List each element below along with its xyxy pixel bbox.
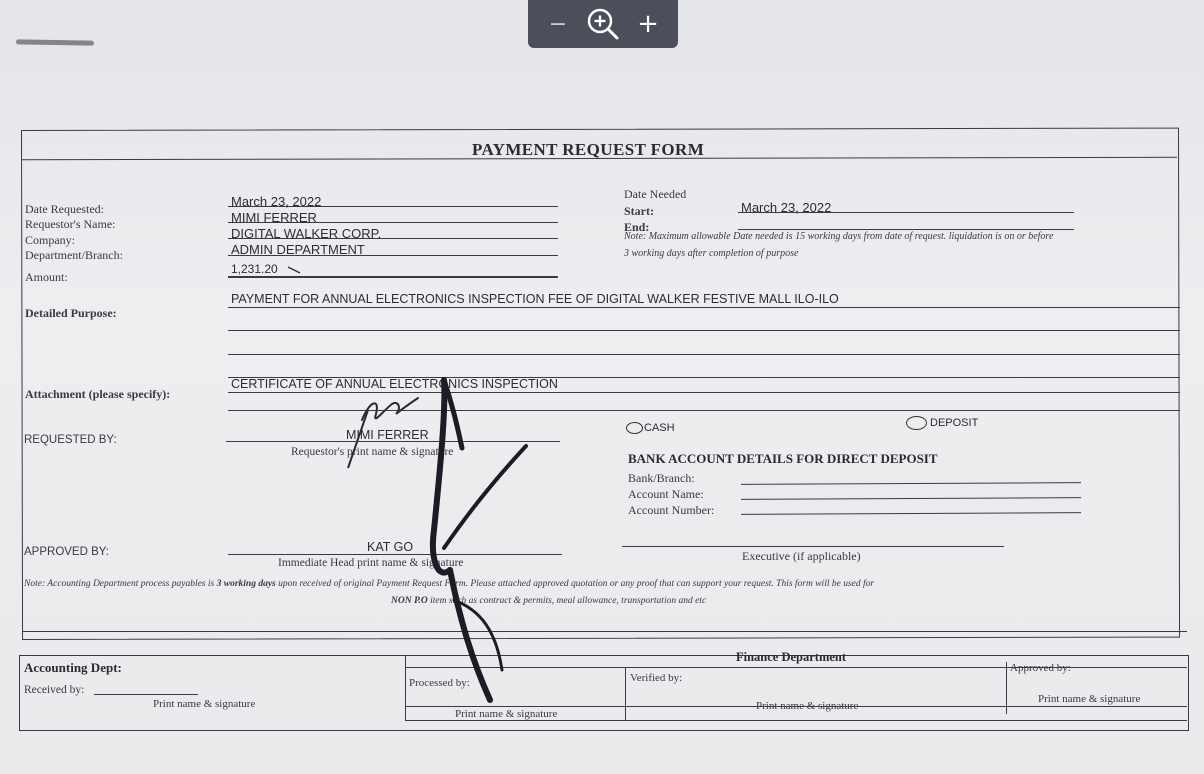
received-by-line bbox=[94, 694, 198, 695]
zoom-in-button[interactable]: + bbox=[637, 9, 659, 39]
amount-line bbox=[228, 276, 558, 278]
form-title: PAYMENT REQUEST FORM bbox=[472, 140, 705, 159]
processed-caption: Print name & signature bbox=[455, 708, 558, 720]
verified-by-label: Verified by: bbox=[630, 672, 683, 684]
requestor-name-label: Requestor's Name: bbox=[25, 217, 116, 231]
bank-branch-label: Bank/Branch: bbox=[628, 471, 695, 485]
purpose-line-2 bbox=[228, 330, 1180, 331]
requested-by-name: MIMI FERRER bbox=[346, 428, 429, 442]
cash-option[interactable] bbox=[626, 422, 675, 434]
start-value: March 23, 2022 bbox=[741, 200, 832, 215]
deposit-label: DEPOSIT bbox=[930, 417, 979, 429]
amount-label: Amount: bbox=[25, 270, 68, 284]
requested-by-caption: Requestor's print name & signature bbox=[291, 446, 454, 458]
approver-signature-icon bbox=[420, 370, 560, 710]
company-line bbox=[228, 238, 558, 239]
approved-by-finance-label: Approved by: bbox=[1010, 662, 1071, 674]
table-divider-2 bbox=[625, 668, 626, 720]
note-prefix: Note: Accounting Department process payables is bbox=[24, 579, 217, 589]
account-number-label: Account Number: bbox=[628, 503, 715, 517]
cash-label: CASH bbox=[644, 422, 675, 434]
received-by-label: Received by: bbox=[24, 684, 85, 696]
end-line bbox=[738, 229, 1074, 230]
requestor-name-value: MIMI FERRER bbox=[231, 210, 317, 225]
amount-checkmark-icon bbox=[286, 264, 306, 276]
department-line bbox=[228, 255, 558, 256]
processed-by-label: Processed by: bbox=[409, 677, 470, 689]
finance-bottom-rule bbox=[405, 720, 1187, 721]
date-needed-heading: Date Needed bbox=[624, 187, 687, 201]
deposit-radio-icon[interactable] bbox=[906, 416, 927, 430]
approved-by-name: KAT GO bbox=[367, 540, 414, 554]
approved-by-label: APPROVED BY: bbox=[24, 546, 110, 558]
end-label: End: bbox=[624, 220, 650, 234]
date-requested-value: March 23, 2022 bbox=[231, 194, 322, 209]
cash-radio-icon[interactable] bbox=[626, 422, 643, 434]
date-needed-note-2: 3 working days after completion of purpose bbox=[624, 248, 799, 259]
purpose-line-3 bbox=[228, 354, 1180, 355]
purpose-value: PAYMENT FOR ANNUAL ELECTRONICS INSPECTION FEE OF DIGITAL WALKER FESTIVE MALL ILO-ILO bbox=[231, 292, 839, 306]
zoom-out-button[interactable]: − bbox=[548, 11, 568, 37]
company-label: Company: bbox=[25, 233, 75, 247]
approved-by-caption: Immediate Head print name & signature bbox=[278, 557, 464, 569]
accounting-caption: Print name & signature bbox=[153, 698, 256, 710]
start-line bbox=[738, 212, 1074, 213]
form-bottom-rule bbox=[22, 631, 1187, 632]
requestor-name-line bbox=[228, 222, 558, 223]
approved-caption: Print name & signature bbox=[1038, 693, 1141, 705]
purpose-label: Detailed Purpose: bbox=[25, 306, 117, 320]
bank-details-heading: BANK ACCOUNT DETAILS FOR DIRECT DEPOSIT bbox=[628, 451, 938, 466]
note-mid: upon received of original Payment Request Form. Please attached approved quotation or any proof that can support your request. This form will be used for bbox=[275, 579, 875, 589]
accounting-dept-heading: Accounting Dept: bbox=[24, 660, 122, 675]
form-frame bbox=[21, 128, 1180, 640]
date-requested-label: Date Requested: bbox=[25, 202, 104, 216]
executive-caption: Executive (if applicable) bbox=[742, 549, 861, 563]
table-divider-1 bbox=[405, 655, 406, 721]
date-needed-note-1: Note: Maximum allowable Date needed is 15 working days from date of request. liquidation is on or before bbox=[624, 231, 1054, 242]
purpose-line-1 bbox=[228, 307, 1180, 308]
amount-value: 1,231.20 bbox=[231, 262, 278, 276]
attachment-label: Attachment (please specify): bbox=[25, 387, 171, 401]
account-name-label: Account Name: bbox=[628, 487, 704, 501]
verified-caption: Print name & signature bbox=[756, 700, 859, 712]
department-value: ADMIN DEPARTMENT bbox=[231, 242, 365, 257]
department-label: Department/Branch: bbox=[25, 248, 123, 262]
executive-line bbox=[622, 546, 1004, 547]
note-bold: 3 working days bbox=[216, 579, 276, 589]
note-rest: item such as contract & permits, meal allowance, transportation and etc bbox=[427, 596, 707, 606]
attachment-value: CERTIFICATE OF ANNUAL ELECTRONICS INSPECTION bbox=[231, 377, 558, 391]
requested-by-label: REQUESTED BY: bbox=[24, 434, 117, 446]
note-nonpo: NON P.O bbox=[391, 596, 428, 606]
deposit-option[interactable] bbox=[906, 416, 978, 430]
start-label: Start: bbox=[624, 204, 654, 218]
company-value: DIGITAL WALKER CORP. bbox=[231, 226, 382, 241]
finance-dept-heading: Finance Department bbox=[736, 650, 847, 664]
date-requested-line bbox=[228, 206, 558, 207]
